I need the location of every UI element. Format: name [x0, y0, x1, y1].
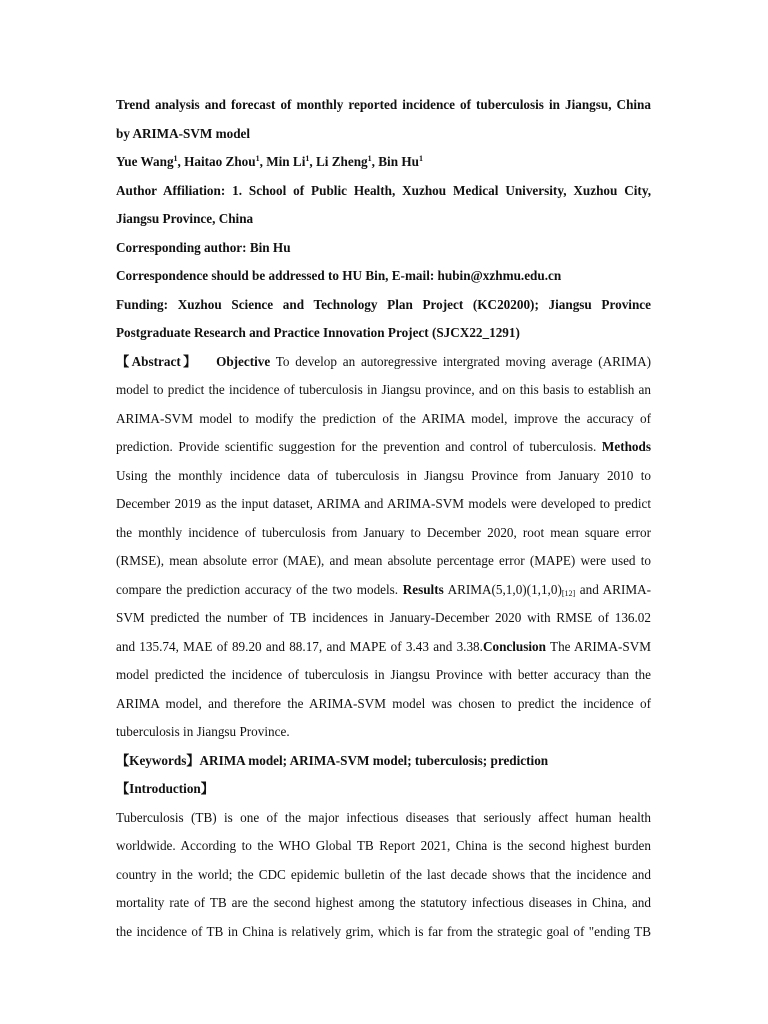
abstract-line: Using the monthly incidence data of tuberculosis in Jiangsu Province from January 2010 to — [116, 467, 651, 483]
introduction-line: the incidence of TB in China is relatively grim, which is far from the strategic goal of "ending TB — [116, 923, 651, 939]
introduction-heading: 【Introduction】 — [116, 781, 214, 796]
author-affiliation-mark: 1 — [173, 154, 178, 163]
introduction-line: worldwide. According to the WHO Global TB Report 2021, China is the second highest burden — [116, 838, 651, 853]
author-affiliation-mark: 1 — [367, 154, 372, 163]
conclusion-label: Conclusion — [482, 638, 546, 654]
keywords-label: 【Keywords】 — [116, 752, 200, 768]
abstract — [116, 348, 651, 747]
abstract-line: SVM predicted the number of TB incidences in January-December 2020 with RMSE of 136.02 — [116, 610, 651, 625]
funding-line-2: Postgraduate Research and Practice Innovation Project (SJCX22_1291) — [116, 325, 520, 340]
correspondence-email: Correspondence should be addressed to HU Bin, E-mail: hubin@xzhmu.edu.cn — [116, 268, 562, 283]
paper-title-line-1: Trend analysis and forecast of monthly reported incidence of tuberculosis in Jiangsu, China — [116, 97, 651, 112]
keywords — [116, 747, 651, 776]
paper-page — [116, 91, 651, 946]
abstract-text: compare the prediction accuracy of the two models. — [116, 581, 403, 597]
abstract-line: model to predict the incidence of tuberculosis in Jiangsu province, and on this basis to establish an — [116, 382, 651, 397]
abstract-text: To develop an autoregressive intergrated moving average (ARIMA) — [270, 353, 652, 369]
abstract-line — [116, 576, 651, 605]
abstract-line — [116, 633, 651, 662]
abstract-text: and 135.74, MAE of 89.20 and 88.17, and MAPE of 3.43 and 3.38. — [116, 638, 483, 654]
author-affiliation-mark: 1 — [255, 154, 260, 163]
author-name: Yue Wang — [116, 154, 174, 169]
affiliation-line-2: Jiangsu Province, China — [116, 211, 254, 226]
abstract-line: ARIMA model, and therefore the ARIMA-SVM model was chosen to predict the incidence of — [116, 695, 651, 711]
abstract-line: model predicted the incidence of tuberculosis in Jiangsu Province with better accuracy than the — [116, 667, 651, 682]
abstract-line — [116, 433, 651, 462]
author-name: Haitao Zhou — [184, 154, 256, 169]
introduction-body — [116, 804, 651, 947]
introduction-line: Tuberculosis (TB) is one of the major infectious diseases that seriously affect human health — [116, 809, 651, 825]
author-name: Li Zheng — [315, 154, 368, 169]
abstract-line: ARIMA-SVM model to modify the prediction of the ARIMA model, improve the accuracy of — [116, 410, 651, 426]
abstract-text: and ARIMA- — [575, 581, 651, 597]
keywords-text: ARIMA model; ARIMA-SVM model; tuberculosis; prediction — [199, 752, 549, 768]
author-name: Bin Hu — [378, 154, 419, 169]
model-spec: ARIMA(5,1,0)(1,1,0) — [443, 581, 562, 597]
results-label: Results — [402, 581, 444, 597]
author-list: Yue Wang$^1$, Haitao Zhou$^1$, Min Li$^1$, Li Zheng$^1$, Bin Hu$^1$ — [116, 154, 423, 169]
abstract-label: 【Abstract】 — [116, 353, 199, 369]
abstract-line: (RMSE), mean absolute error (MAE), and mean absolute percentage error (MAPE) were used to — [116, 553, 651, 568]
abstract-line: the monthly incidence of tuberculosis from January to December 2020, root mean square error — [116, 524, 651, 540]
funding-line-1: Funding: Xuzhou Science and Technology Plan Project (KC20200); Jiangsu Province — [116, 296, 651, 312]
abstract-line — [116, 348, 651, 377]
author-name: Min Li — [266, 154, 306, 169]
methods-label: Methods — [601, 439, 651, 454]
introduction-line: country in the world; the CDC epidemic bulletin of the last decade shows that the incidence and — [116, 866, 651, 882]
abstract-line: tuberculosis in Jiangsu Province. — [116, 724, 290, 739]
affiliation-line-1: Author Affiliation: 1. School of Public Health, Xuzhou Medical University, Xuzhou City, — [116, 182, 651, 198]
author-affiliation-mark: 1 — [418, 154, 423, 163]
reference-mark: [12] — [561, 588, 576, 598]
objective-label: Objective — [216, 353, 271, 369]
introduction-line: mortality rate of TB are the second highest among the statutory infectious diseases in China, and — [116, 895, 651, 910]
abstract-line: December 2019 as the input dataset, ARIMA and ARIMA-SVM models were developed to predict — [116, 496, 651, 511]
abstract-text: prediction. Provide scientific suggestion for the prevention and control of tuberculosis. — [116, 439, 602, 454]
corresponding-author: Corresponding author: Bin Hu — [116, 239, 291, 255]
author-affiliation-mark: 1 — [305, 154, 310, 163]
abstract-text: The ARIMA-SVM — [545, 638, 651, 654]
paper-title-line-2: by ARIMA-SVM model — [116, 125, 251, 141]
